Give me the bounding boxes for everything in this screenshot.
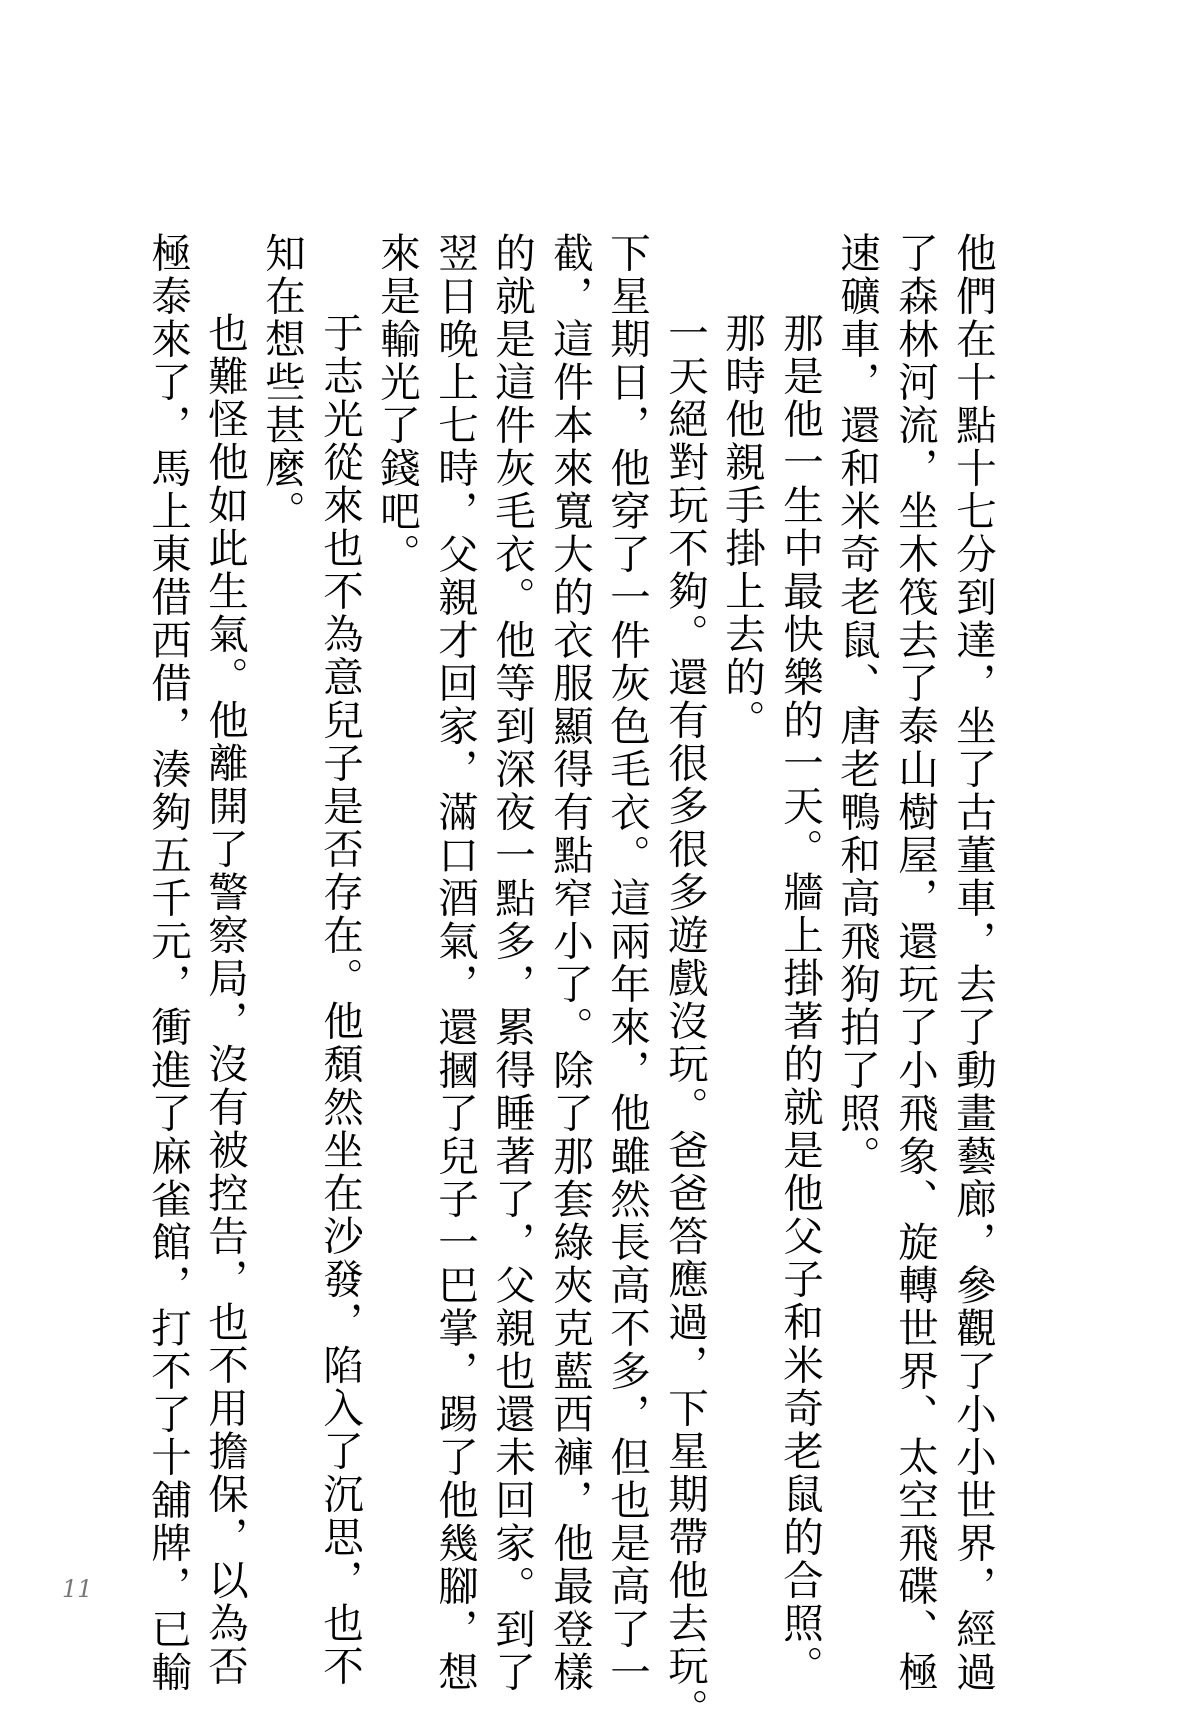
text-line-3: 速礦車，還和米奇老鼠、唐老鴨和高飛狗拍了照。 <box>833 232 881 1178</box>
text-line-11: 來是輸光了錢吧。 <box>373 232 421 576</box>
text-line-4: 那是他一生中最快樂的一天。牆上掛著的就是他父子和米奇老鼠的合照。 <box>776 312 824 1688</box>
text-line-9: 的就是這件灰毛衣。他等到深夜一點多，累得睡著了，父親也還未回家。到了 <box>488 232 536 1694</box>
text-line-10: 翌日晚上七時，父親才回家，滿口酒氣，還摑了兒子一巴掌，踢了他幾腳，想 <box>431 232 479 1694</box>
page-number: 11 <box>62 1575 93 1603</box>
text-line-1: 他們在十點十七分到達，坐了古董車，去了動畫藝廊，參觀了小小世界，經過 <box>949 232 997 1694</box>
text-line-15: 極泰來了，馬上東借西借，湊夠五千元，衝進了麻雀館，打不了十舖牌，已輸 <box>144 232 192 1694</box>
text-line-5: 那時他親手掛上去的。 <box>718 312 766 742</box>
text-line-14: 也難怪他如此生氣。他離開了警察局，沒有被控告，也不用擔保，以為否 <box>201 312 249 1688</box>
text-line-12: 于志光從來也不為意兒子是否存在。他頹然坐在沙發，陷入了沉思，也不 <box>316 312 364 1688</box>
text-line-7: 下星期日，他穿了一件灰色毛衣。這兩年來，他雖然長高不多，但也是高了一 <box>603 232 651 1694</box>
text-line-8: 截，這件本來寬大的衣服顯得有點窄小了。除了那套綠夾克藍西褲，他最登樣 <box>546 232 594 1694</box>
text-line-6: 一天絕對玩不夠。還有很多很多遊戲沒玩。爸爸答應過，下星期帶他去玩。 <box>661 312 709 1731</box>
text-line-2: 了森林河流，坐木筏去了泰山樹屋，還玩了小飛象、旋轉世界、太空飛碟、極 <box>891 232 939 1694</box>
text-line-13: 知在想些甚麼。 <box>258 232 306 533</box>
